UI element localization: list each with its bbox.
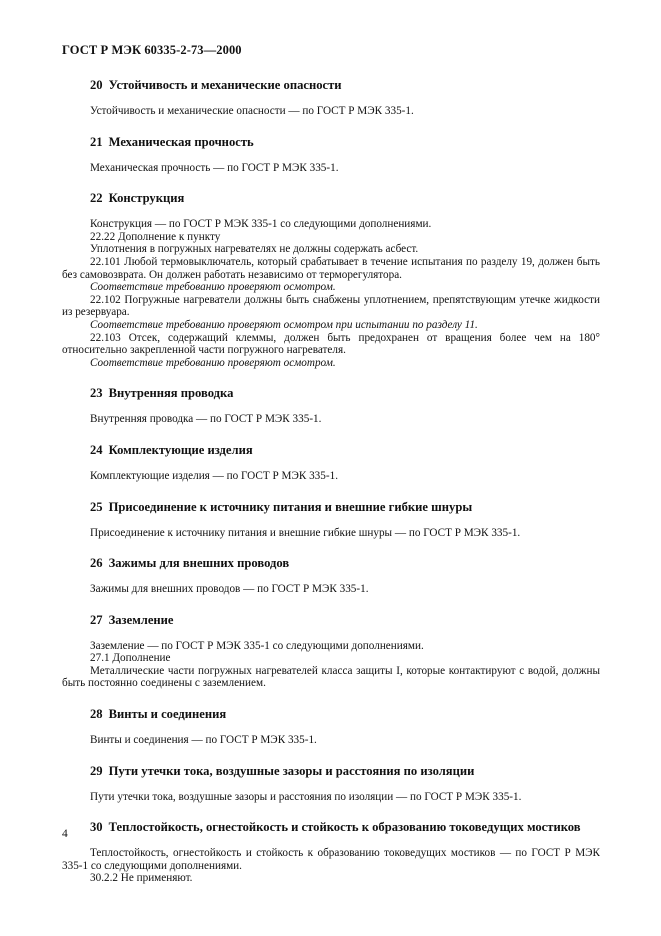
paragraph: 22.102 Погружные нагреватели должны быть снабжены уплотнением, препятствующим утечке жидкости из резервуара.: [62, 293, 600, 319]
section-title: Комплектующие изделия: [108, 442, 253, 457]
paragraph: 22.103 Отсек, содержащий клеммы, должен быть предохранен от вращения более чем на 180° относительно закрепленной части погружного нагревателя.: [62, 331, 600, 357]
section-20: [62, 78, 600, 118]
page-number: 4: [62, 828, 68, 840]
section-heading: [90, 191, 600, 205]
paragraph: Металлические части погружных нагревателей класса защиты I, которые контактируют с водой, должны быть постоянно соединены с заземлением.: [62, 664, 600, 690]
section-number: 21: [90, 134, 103, 149]
paragraph: Устойчивость и механические опасности — по ГОСТ Р МЭК 335-1.: [90, 105, 414, 117]
paragraph: Конструкция — по ГОСТ Р МЭК 335-1 со следующими дополнениями.: [90, 218, 432, 231]
paragraph: Присоединение к источнику питания и внешние гибкие шнуры — по ГОСТ Р МЭК 335-1.: [90, 526, 521, 539]
section-28: [62, 707, 600, 747]
page-header: ГОСТ Р МЭК 60335-2-73—2000: [62, 43, 242, 57]
paragraph: Внутренняя проводка — по ГОСТ Р МЭК 335-1.: [90, 413, 322, 426]
section-21: [62, 135, 600, 175]
paragraph: Теплостойкость, огнестойкость и стойкость к образованию токоведущих мостиков — по ГОСТ Р МЭК 335-1 со следующими дополнениями.: [62, 847, 600, 872]
section-23: [62, 386, 600, 426]
section-title: Пути утечки тока, воздушные зазоры и расстояния по изоляции: [108, 763, 475, 778]
section-number: 30: [90, 820, 103, 835]
paragraph: Уплотнения в погружных нагревателях не должны содержать асбест.: [90, 243, 419, 256]
section-title: Теплостойкость, огнестойкость и стойкость к образованию токоведущих мостиков: [108, 820, 581, 835]
paragraph: 22.22 Дополнение к пункту: [90, 230, 221, 243]
section-heading: [90, 500, 600, 514]
section-heading: [90, 820, 600, 834]
section-title: Конструкция: [108, 191, 185, 206]
section-heading: [90, 135, 600, 149]
section-number: 23: [90, 386, 103, 401]
compliance-note: Соответствие требованию проверяют осмотром при испытании по разделу 11.: [90, 318, 478, 331]
paragraph: Заземление — по ГОСТ Р МЭК 335-1 со следующими дополнениями.: [90, 639, 424, 652]
section-24: [62, 443, 600, 483]
section-25: [62, 500, 600, 540]
section-title: Присоединение к источнику питания и внешние гибкие шнуры: [108, 499, 473, 514]
section-heading: [90, 386, 600, 400]
section-29: [62, 764, 600, 804]
section-heading: [90, 613, 600, 627]
section-number: 27: [90, 612, 103, 627]
paragraph: 27.1 Дополнение: [90, 652, 171, 665]
section-27: [62, 613, 600, 690]
compliance-note: Соответствие требованию проверяют осмотром.: [90, 281, 336, 294]
section-number: 29: [90, 763, 103, 778]
section-30: [62, 820, 600, 885]
section-number: 22: [90, 191, 103, 206]
section-26: [62, 556, 600, 596]
section-number: 26: [90, 556, 103, 571]
section-number: 25: [90, 499, 103, 514]
paragraph: Комплектующие изделия — по ГОСТ Р МЭК 335-1.: [90, 469, 338, 482]
paragraph: Зажимы для внешних проводов — по ГОСТ Р МЭК 335-1.: [90, 583, 369, 596]
section-title: Винты и соединения: [108, 707, 227, 722]
section-heading: [90, 764, 600, 778]
compliance-note: Соответствие требованию проверяют осмотром.: [90, 356, 336, 369]
document-body: [62, 78, 600, 902]
paragraph: 22.101 Любой термовыключатель, который срабатывает в течение испытания по разделу 19, должен быть без самовозврата. Он должен работать независимо от терморегулятора.: [62, 255, 600, 281]
section-heading: [90, 443, 600, 457]
paragraph: Винты и соединения — по ГОСТ Р МЭК 335-1.: [90, 734, 317, 747]
section-title: Заземление: [108, 612, 174, 627]
section-number: 24: [90, 442, 103, 457]
section-heading: [90, 78, 600, 92]
section-title: Механическая прочность: [108, 134, 254, 149]
section-number: 28: [90, 707, 103, 722]
paragraph: Механическая прочность — по ГОСТ Р МЭК 335-1.: [90, 161, 339, 174]
paragraph: Пути утечки тока, воздушные зазоры и расстояния по изоляции — по ГОСТ Р МЭК 335-1.: [90, 790, 522, 803]
section-heading: [90, 556, 600, 570]
section-22: [62, 191, 600, 369]
section-title: Зажимы для внешних проводов: [108, 556, 290, 571]
section-number: 20: [90, 78, 103, 92]
section-title: Устойчивость и механические опасности: [108, 78, 342, 92]
paragraph: 30.2.2 Не применяют.: [90, 872, 193, 885]
section-heading: [90, 707, 600, 721]
section-title: Внутренняя проводка: [108, 386, 234, 401]
